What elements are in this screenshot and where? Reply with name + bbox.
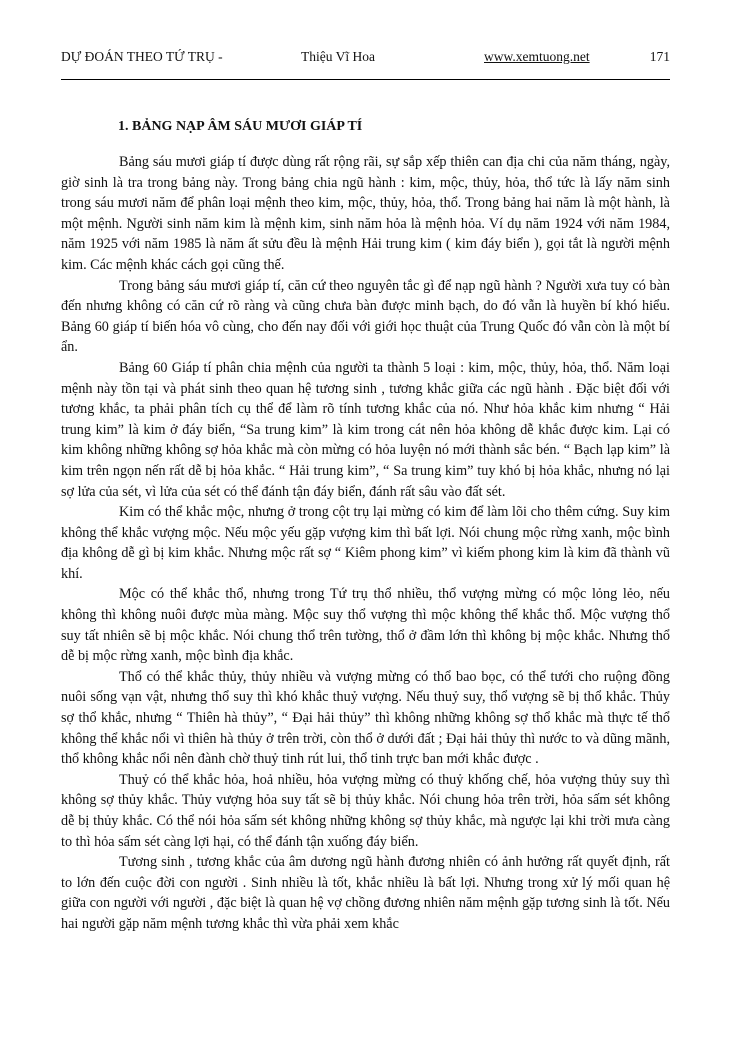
paragraph: Mộc có thể khắc thổ, nhưng trong Tứ trụ thổ nhiều, thổ vượng mừng có mộc lỏng lẻo, nếu không thì không nuôi được mùa màng. Mộc suy thổ vượng thì mộc không thể khắc thổ. Mộc vượng thổ suy tất nhiên sẽ bị mộc khắc. Nói chung thổ trên tường, thổ ở đầm lớn thì không bị mộc khắc. Nhưng thổ dễ bị mộc rừng xanh, mộc bình địa khắc. [61, 586, 670, 665]
header-author: Thiệu Vĩ Hoa [301, 49, 375, 64]
header-url-link[interactable]: www.xemtuong.net [484, 49, 590, 64]
section-title: 1. BẢNG NẠP ÂM SÁU MƯƠI GIÁP TÍ [118, 119, 363, 134]
paragraph: Thuỷ có thể khắc hỏa, hoả nhiều, hỏa vượng mừng có thuỷ khống chế, hỏa vượng thủy suy thì không sợ thủy khắc. Thủy vượng hỏa suy tất sẽ bị thủy khắc. Nói chung hỏa trên trời, hỏa sấm sét không dễ bị thủy khắc. Có thể nói hỏa sấm sét không những không sợ thủy khắc, mà ngược lại khi trời mưa càng to thì hỏa sấm sét càng lợi hại, có thể đánh tận xuống đáy biển. [61, 771, 670, 850]
header-page-number: 171 [649, 49, 670, 64]
header-divider [61, 79, 670, 80]
paragraph: Bảng 60 Giáp tí phân chia mệnh của người ta thành 5 loại : kim, mộc, thủy, hỏa, thổ. Năm loại mệnh này tồn tại và phát sinh theo quan hệ tương sinh , tương khắc giữa các ngũ hành . Đặc biệt đối với tương khắc, ta phải phân tích cụ thể để làm rõ tính tương khắc của nó. Như hỏa khắc kim nhưng “ Hải trung kim” là kim ở đáy biển, “Sa trung kim” là kim trong cát nên hỏa không dễ khắc được kim. Lại có kim không những không sợ hỏa khắc mà còn mừng có hỏa luyện nó mới thành sắc bén. “ Bạch lạp kim” là kim trên ngọn nến rất dễ bị hỏa khắc. “ Hải trung kim”, “ Sa trung kim” tuy khó bị hỏa khắc, nhưng nó lại sợ lửa của sét, vì lửa của sét có thể đánh tận đáy biển, đánh rất sâu vào đất sét. [61, 359, 670, 500]
page-header [61, 49, 670, 69]
paragraph: Kim có thể khắc mộc, nhưng ở trong cột trụ lại mừng có kim để làm lõi cho thêm cứng. Suy kim không thể khắc vượng mộc. Nếu mộc yếu gặp vượng kim thì bất lợi. Nói chung mộc rừng xanh, mộc bình địa không dễ gì bị kim khắc. Nhưng mộc rất sợ “ Kiêm phong kim” vì kiếm phong kim là kim đã thành vũ khí. [61, 504, 670, 582]
body-text [61, 152, 670, 935]
paragraph: Tương sinh , tương khắc của âm dương ngũ hành đương nhiên có ảnh hưởng rất quyết định, rất to lớn đến cuộc đời con người . Sinh nhiều là tốt, khắc nhiều là bất lợi. Nhưng trong xử lý mối quan hệ giữa con người với người , đặc biệt là quan hệ vợ chồng đương nhiên năm mệnh gặp tương sinh là tốt. Nếu hai người gặp năm mệnh tương khắc thì vừa phải xem khắc [61, 854, 670, 932]
paragraph: Thổ có thể khắc thủy, thủy nhiều và vượng mừng có thổ bao bọc, có thể tưới cho ruộng đồng nuôi sống vạn vật, nhưng thổ suy thì khó khắc thuỷ vượng. Nếu thuỷ suy, thổ vượng sẽ bị thổ khắc. Thủy sợ thổ khắc, nhưng “ Thiên hà thủy”, “ Đại hải thủy” thì không những không sợ thổ khắc mà thực tế thổ không thể khắc nổi vì thiên hà thủy ở trên trời, còn thổ ở dưới đất ; Đại hải thủy thì nước to và dũng mãnh, thổ không khắc nổi nên đành chờ thuỷ tinh rút lui, thổ tinh trực ban mới khắc được . [61, 668, 670, 768]
paragraph: Bảng sáu mươi giáp tí được dùng rất rộng rãi, sự sắp xếp thiên can địa chi của năm tháng, ngày, giờ sinh là tra trong bảng này. Trong bảng chia ngũ hành : kim, mộc, thủy, hỏa, thổ tức là lấy năm sinh trong sáu mươi năm để phân loại mệnh theo kim, mộc, thủy, hỏa, thổ. Trong bảng hai năm là một hành, là một mệnh. Người sinh năm kim là mệnh kim, sinh năm hỏa là mệnh hỏa. Ví dụ năm 1924 với năm 1984, năm 1925 với năm 1985 là năm ất sửu đều là mệnh Hải trung kim ( kim đáy biển ), gọi tắt là người mệnh kim. Các mệnh khác cách gọi cũng thế. [61, 154, 670, 273]
paragraph: Trong bảng sáu mươi giáp tí, căn cứ theo nguyên tắc gì để nạp ngũ hành ? Người xưa tuy có bàn đến nhưng không có căn cứ rõ ràng và cũng chưa bàn được minh bạch, do đó vẫn là huyền bí khó hiểu. Bảng 60 giáp tí biến hóa vô cùng, cho đến nay đối với giới học thuật của Trung Quốc đó vẫn còn là một bí ẩn. [61, 277, 670, 356]
header-book-title: DỰ ĐOÁN THEO TỨ TRỤ - [61, 49, 223, 64]
